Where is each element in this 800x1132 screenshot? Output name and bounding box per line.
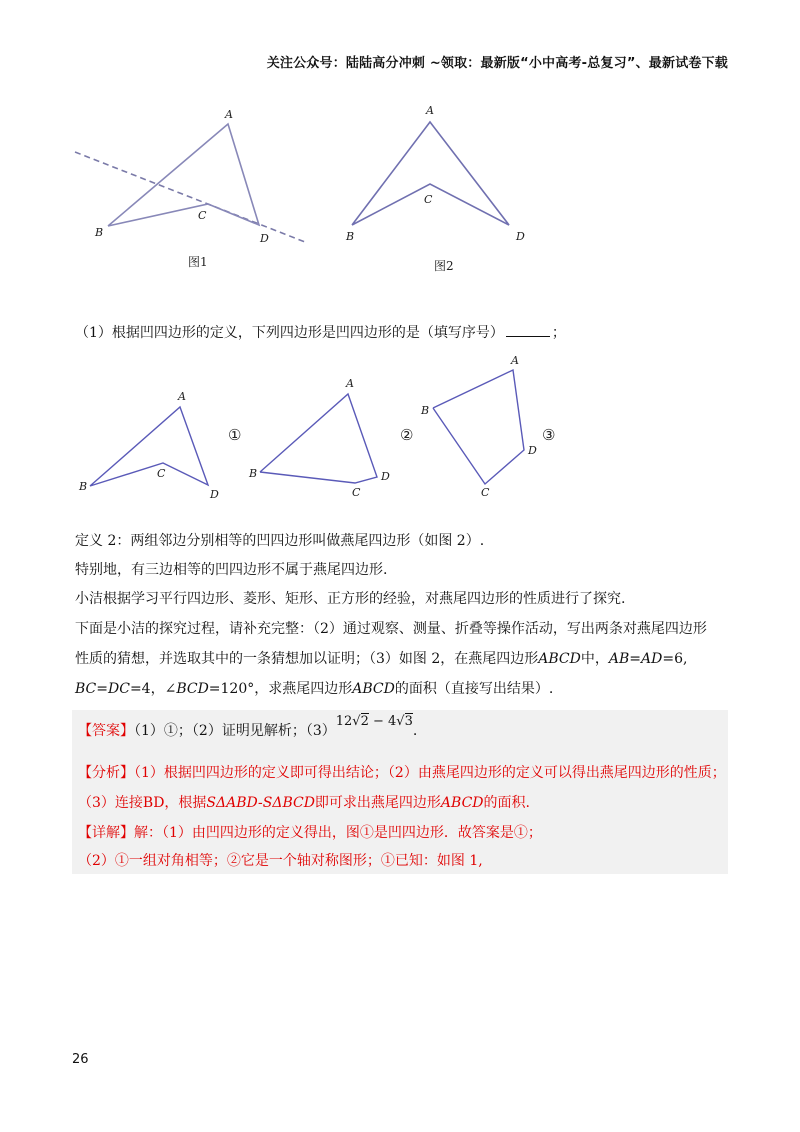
detail-text: 解：（1）由凹四边形的定义得出，图①是凹四边形．故答案是①； [134, 825, 542, 841]
answer-tag: 【答案】 [78, 723, 134, 739]
figure-1-caption: 图1 [188, 255, 208, 269]
option-1-marker: ① [228, 426, 242, 444]
quad-option-3 [433, 370, 524, 484]
option-figures [0, 352, 800, 502]
math-minus: − 4 [368, 714, 397, 729]
option-2-figure [248, 377, 413, 499]
text: （3）连接BD，根据 [78, 795, 207, 811]
figure-2-caption: 图2 [434, 259, 454, 273]
text: =4，∠ [129, 681, 177, 697]
page-header: 关注公众号：陆陆高分冲刺 ~领取：最新版“小中高考-总复习”、最新试卷下载 [266, 56, 728, 71]
process-line-2 [75, 648, 687, 670]
text: 中， [580, 651, 609, 667]
answer-text: （1）①；（2）证明见解析；（3） [134, 723, 336, 739]
label-c: C [352, 486, 361, 499]
label-d: D [260, 232, 269, 245]
option-3-marker: ③ [542, 426, 556, 444]
option-2-marker: ② [400, 426, 414, 444]
text: 即可求出燕尾四边形 [314, 795, 441, 811]
label-b: B [249, 467, 258, 480]
text: 的面积（直接写出结果）. [394, 681, 554, 697]
option-1-figure [78, 390, 241, 501]
text: 的面积. [483, 795, 530, 811]
question-1-text: （1）根据凹四边形的定义，下列四边形是凹四边形的是（填写序号） [75, 325, 504, 341]
math-coef: 12 [335, 714, 353, 729]
answer-blank [506, 322, 550, 337]
quad-option-2 [260, 394, 377, 483]
quad-abcd-fig1 [108, 124, 259, 226]
label-b: B [95, 226, 104, 239]
question-1-end: ； [551, 325, 566, 341]
math-bcd: BCD [176, 681, 209, 697]
label-c: C [198, 209, 207, 222]
label-c: C [424, 193, 433, 206]
answer-end: . [412, 723, 418, 739]
detail-line-2: （2）①一组对角相等；②它是一个轴对称图形；①已知：如图 1, [78, 853, 483, 869]
text: =120°，求燕尾四边形 [208, 681, 353, 697]
label-d: D [210, 488, 219, 501]
dashed-line [75, 152, 305, 242]
answer-math: 12√2 − 4√3 [335, 714, 413, 729]
label-a: A [511, 354, 519, 367]
analysis-text: （1）根据凹四边形的定义即可得出结论；（2）由燕尾四边形的定义可以得出燕尾四边形的性质； [134, 765, 726, 781]
math-abcd: ABCD [352, 681, 395, 697]
label-d: D [528, 444, 537, 457]
intro-line: 小洁根据学习平行四边形、菱形、矩形、正方形的经验，对燕尾四边形的性质进行了探究. [75, 591, 626, 607]
figure-2 [345, 104, 525, 273]
special-note: 特别地，有三边相等的凹四边形不属于燕尾四边形. [75, 562, 388, 578]
label-a: A [178, 390, 186, 403]
given-line [75, 678, 553, 700]
label-a: A [426, 104, 434, 117]
figures-top [0, 95, 800, 275]
figure-1 [75, 108, 305, 269]
text: 性质的猜想，并选取其中的一条猜想加以证明；（3）如图 2，在燕尾四边形 [75, 651, 539, 667]
math-rad-1: 2 [360, 714, 369, 729]
quad-option-1 [90, 407, 208, 486]
option-3-figure [420, 354, 555, 499]
label-c: C [481, 486, 490, 499]
label-b: B [346, 230, 355, 243]
label-d: D [516, 230, 525, 243]
quad-abcd-fig2 [352, 122, 509, 225]
definition-2: 定义 2：两组邻边分别相等的凹四边形叫做燕尾四边形（如图 2）. [75, 533, 485, 549]
analysis-line-2 [78, 792, 530, 814]
label-c: C [157, 467, 166, 480]
question-1 [75, 322, 566, 344]
math-rad-2: 3 [404, 714, 413, 729]
math-area: SΔABD-SΔBCD [206, 795, 315, 811]
text: =6, [662, 651, 688, 667]
math-abcd: ABCD [440, 795, 484, 811]
answer-line [78, 714, 418, 743]
analysis-tag: 【分析】 [78, 765, 134, 781]
math-abcd: ABCD [538, 651, 581, 667]
label-a: A [225, 108, 233, 121]
math-bc-dc: BC=DC [75, 681, 130, 697]
detail-tag: 【详解】 [78, 825, 134, 841]
answer-box [72, 710, 728, 874]
label-b: B [421, 404, 430, 417]
label-d: D [381, 470, 390, 483]
page-number: 26 [72, 1052, 89, 1067]
math-ab-ad: AB=AD [608, 651, 663, 667]
process-line: 下面是小洁的探究过程，请补充完整：（2）通过观察、测量、折叠等操作活动，写出两条对燕尾四边形 [75, 621, 707, 637]
analysis-line-1 [78, 762, 726, 784]
label-a: A [346, 377, 354, 390]
detail-line-1 [78, 822, 542, 844]
label-b: B [79, 480, 88, 493]
